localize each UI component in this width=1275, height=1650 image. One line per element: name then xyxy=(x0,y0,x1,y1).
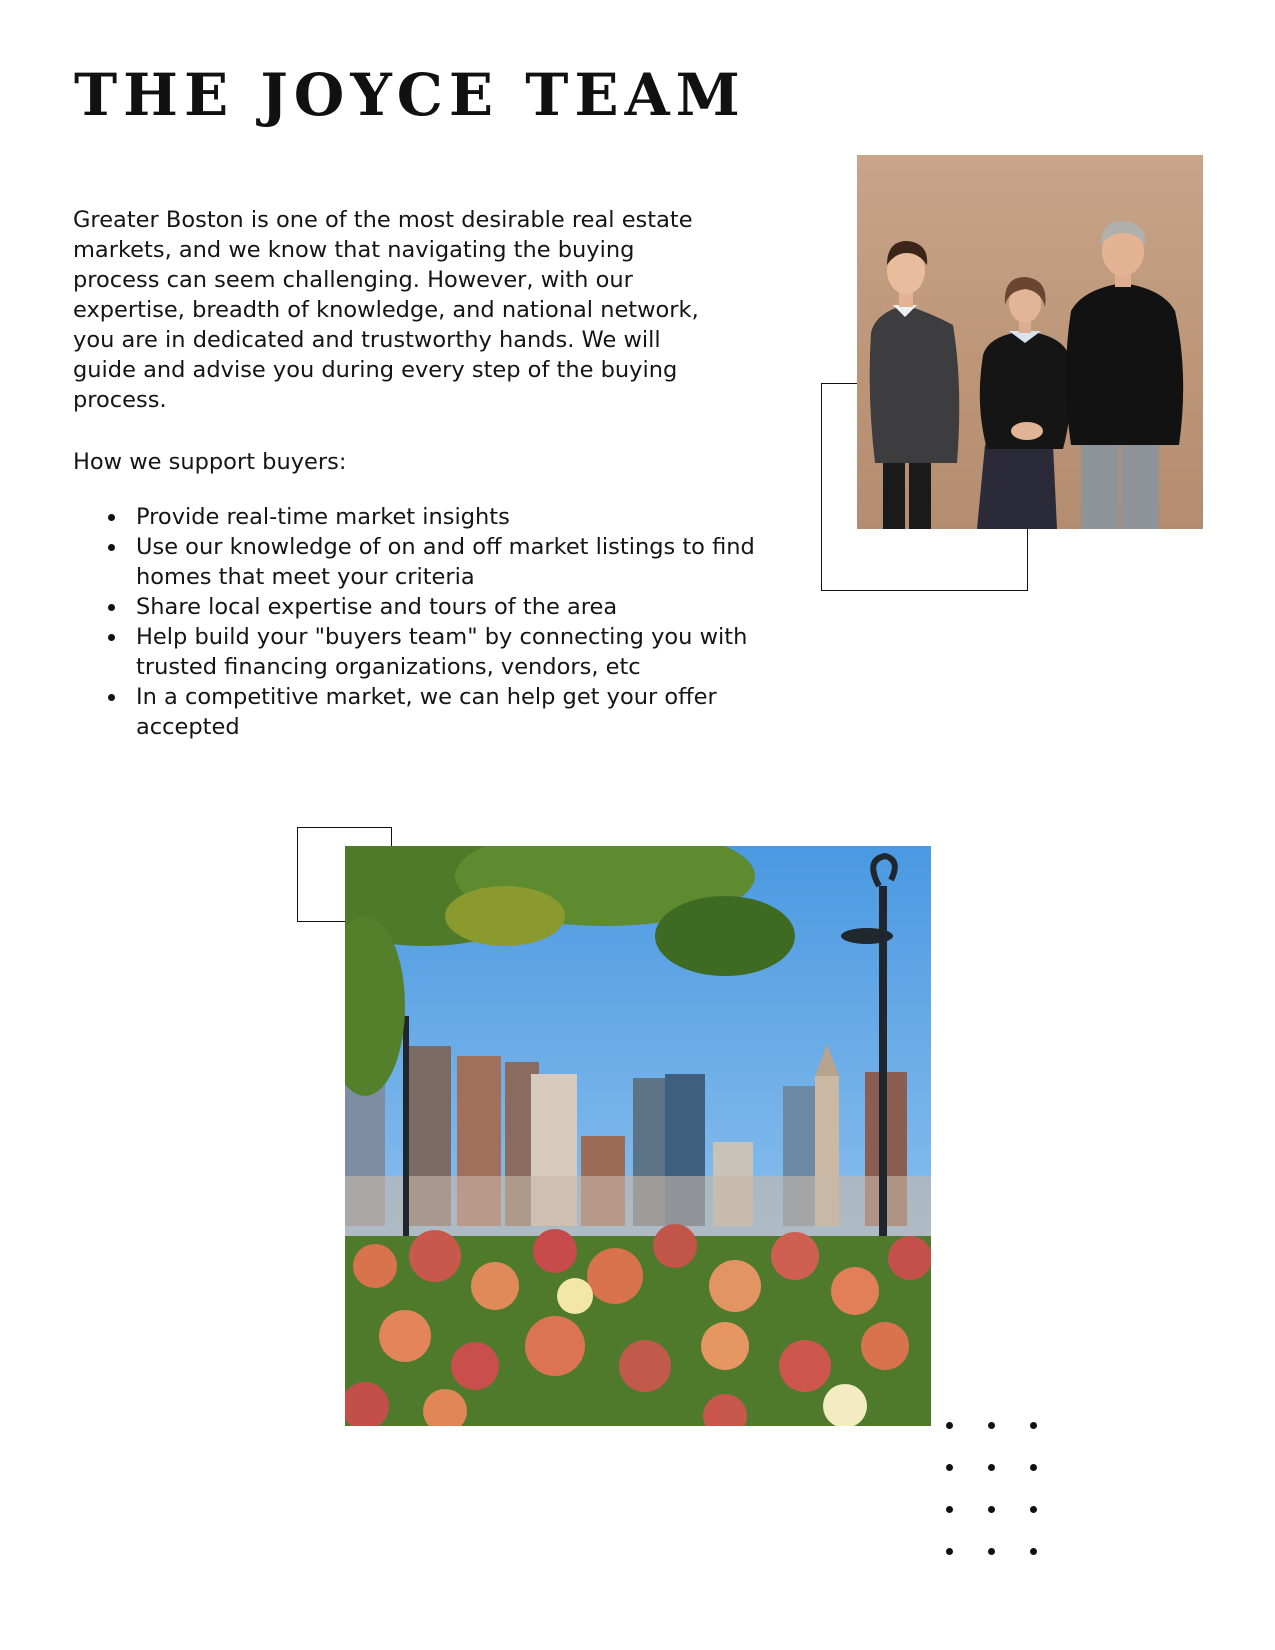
boston-skyline-photo xyxy=(345,846,931,1426)
intro-paragraph: Greater Boston is one of the most desirable real estate markets, and we know that navigating the buying process can seem challenging. However, with our expertise, breadth of knowledge, and national network, you are in dedicated and trustworthy hands. We will guide and advise you during every step of the buying process. xyxy=(73,207,699,413)
list-item: In a competitive market, we can help get your offer accepted xyxy=(136,682,776,742)
decorative-dot xyxy=(946,1464,953,1471)
decorative-dot xyxy=(1030,1464,1037,1471)
decorative-dot xyxy=(988,1506,995,1513)
decorative-dot xyxy=(988,1464,995,1471)
decorative-dot xyxy=(988,1548,995,1555)
page-title: THE JOYCE TEAM xyxy=(74,61,746,129)
list-item: Provide real-time market insights xyxy=(136,502,776,532)
decorative-dot-grid xyxy=(946,1422,1046,1552)
list-item: Help build your "buyers team" by connecting you with trusted financing organizations, vendors, etc xyxy=(136,622,776,682)
decorative-dot xyxy=(988,1422,995,1429)
decorative-dot xyxy=(946,1422,953,1429)
decorative-dot xyxy=(946,1548,953,1555)
team-member-middle xyxy=(977,277,1071,529)
support-list xyxy=(73,502,776,742)
support-lead: How we support buyers: xyxy=(73,449,347,475)
decorative-dot xyxy=(1030,1548,1037,1555)
list-item: Use our knowledge of on and off market listings to find homes that meet your criteria xyxy=(136,532,776,592)
team-member-right xyxy=(1066,221,1183,529)
decorative-dot xyxy=(1030,1506,1037,1513)
team-member-left xyxy=(870,241,960,529)
team-photo xyxy=(857,155,1203,529)
decorative-dot xyxy=(1030,1422,1037,1429)
list-item: Share local expertise and tours of the area xyxy=(136,592,776,622)
decorative-dot xyxy=(946,1506,953,1513)
